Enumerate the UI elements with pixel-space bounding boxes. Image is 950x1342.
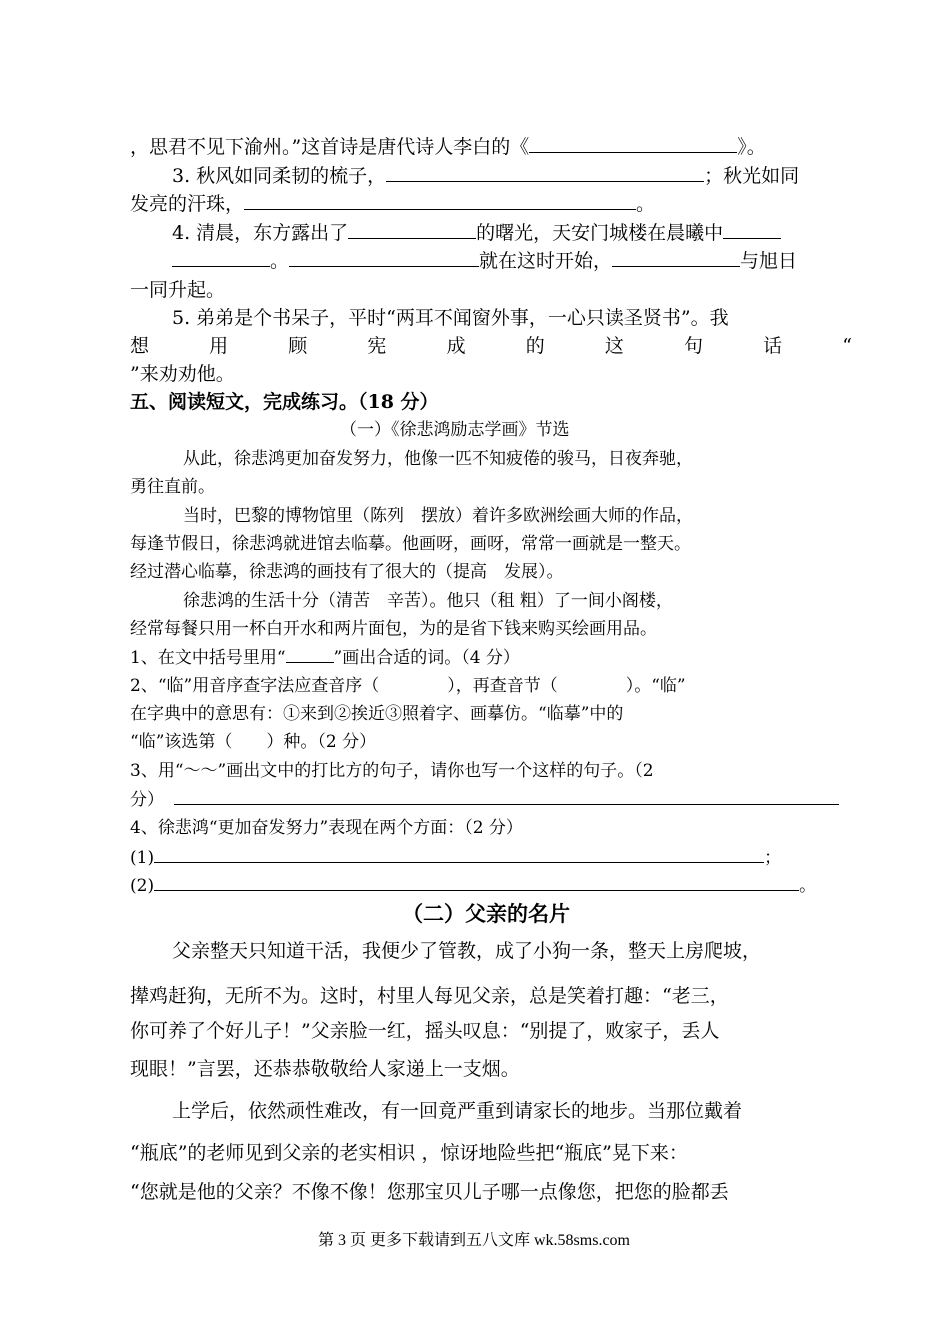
answer-blank[interactable] (529, 134, 737, 153)
passage-2-text: 你可养了个好儿子！”父亲脸一红，摇头叹息：“别提了，败家子，丢人 (130, 1020, 720, 1042)
passage-2-text: “您就是他的父亲？不像不像！您那宝贝儿子哪一点像您，把您的脸都丢 (130, 1181, 729, 1203)
question-4-line-2: 。 就在这时开始， 与旭日 (172, 248, 797, 274)
underline-sample (286, 648, 334, 663)
passage-1-paragraph: 徐悲鸿的生活十分（清苦 辛苦）。他只（租 粗）了一间小阁楼， (183, 591, 673, 611)
passage-2-text: 现眼！”言罢，还恭恭敬敬给人家递上一支烟。 (130, 1058, 520, 1080)
answer-blank[interactable] (386, 163, 704, 182)
reading-question-2: “临”该选第（ ）种。（2 分） (130, 732, 377, 752)
reading-question-4-item-2: (2) 。 (130, 872, 816, 899)
question-5-line-2: 想 用 顾 宪 成 的 这 句 话 “ (130, 335, 852, 357)
question-5-line-3: ”来劝劝他。 (130, 363, 235, 385)
passage-2-text: 父亲整天只知道干活，我便少了管教，成了小狗一条，整天上房爬坡， (172, 940, 762, 962)
question-3-line-1: 3. 秋风如同柔韧的梳子， ；秋光如同 (172, 165, 800, 187)
passage-1-paragraph: 经常每餐只用一杯白开水和两片面包，为的是省下钱来购买绘画用品。 (130, 619, 657, 639)
answer-blank[interactable] (612, 248, 740, 267)
passage-1-paragraph: 从此，徐悲鸿更加奋发努力，他像一匹不知疲倦的骏马，日夜奔驰， (183, 449, 693, 469)
question-4-line-1: 4. 清晨，东方露出了 的曙光，天安门城楼在晨曦中 (172, 220, 781, 246)
answer-line[interactable] (154, 844, 764, 863)
reading-question-2: 在字典中的意思有：①来到②挨近③照着字、画摹仿。“临摹”中的 (130, 704, 624, 724)
answer-blank[interactable] (172, 248, 270, 267)
question-4-line-3: 一同升起。 (130, 279, 226, 301)
answer-blank[interactable] (289, 248, 479, 267)
passage-2-text: 撵鸡赶狗，无所不为。这时，村里人每见父亲，总是笑着打趣：“老三， (130, 985, 729, 1007)
passage-2-text: 上学后，依然顽性难改，有一回竟严重到请家长的地步。当那位戴着 (172, 1100, 743, 1122)
answer-blank[interactable] (348, 220, 476, 239)
reading-question-1: 1、在文中括号里用“ ”画出合适的词。（4 分） (130, 648, 520, 668)
passage-1-paragraph: 每逢节假日，徐悲鸿就进馆去临摹。他画呀，画呀，常常一画就是一整天。 (130, 534, 691, 554)
answer-line[interactable] (154, 872, 799, 891)
question-3-line-2: 发亮的汗珠， 。 (130, 193, 656, 215)
passage-2-text: “瓶底”的老师见到父亲的老实相识 ，惊讶地险些把“瓶底”晃下来： (130, 1142, 688, 1164)
passage-2-title: （二）父亲的名片 (402, 902, 570, 926)
answer-blank[interactable] (244, 191, 636, 210)
reading-question-4: 4、徐悲鸿“更加奋发努力”表现在两个方面：（2 分） (130, 818, 523, 838)
reading-question-2: 2、“临”用音序查字法应查音序（ ），再查音节（ ）。“临” (130, 676, 686, 696)
answer-line[interactable] (174, 786, 839, 805)
reading-question-3: 分） (130, 786, 839, 813)
passage-1-paragraph: 经过潜心临摹，徐悲鸿的画技有了很大的（提高 发展）。 (130, 562, 564, 582)
reading-question-3: 3、用“～～”画出文中的打比方的句子，请你也写一个这样的句子。（2 (130, 761, 654, 781)
passage-1-paragraph: 勇往直前。 (130, 477, 215, 497)
poem-question-line: ，思君不见下渝州。”这首诗是唐代诗人李白的《 》。 (130, 136, 766, 158)
reading-question-4-item-1: (1) ； (130, 844, 781, 871)
question-5-line-1: 5. 弟弟是个书呆子，平时“两耳不闻窗外事，一心只读圣贤书”。我 (172, 307, 729, 329)
passage-1-title: （一）《徐悲鸿励志学画》节选 (340, 420, 570, 440)
passage-1-paragraph: 当时，巴黎的博物馆里（陈列 摆放）着许多欧洲绘画大师的作品， (183, 506, 693, 526)
section-5-heading: 五、阅读短文，完成练习。（18 分） (130, 391, 439, 413)
answer-blank[interactable] (723, 220, 781, 239)
page-footer: 第 3 页 更多下载请到五八文库 wk.58sms.com (318, 1232, 631, 1249)
